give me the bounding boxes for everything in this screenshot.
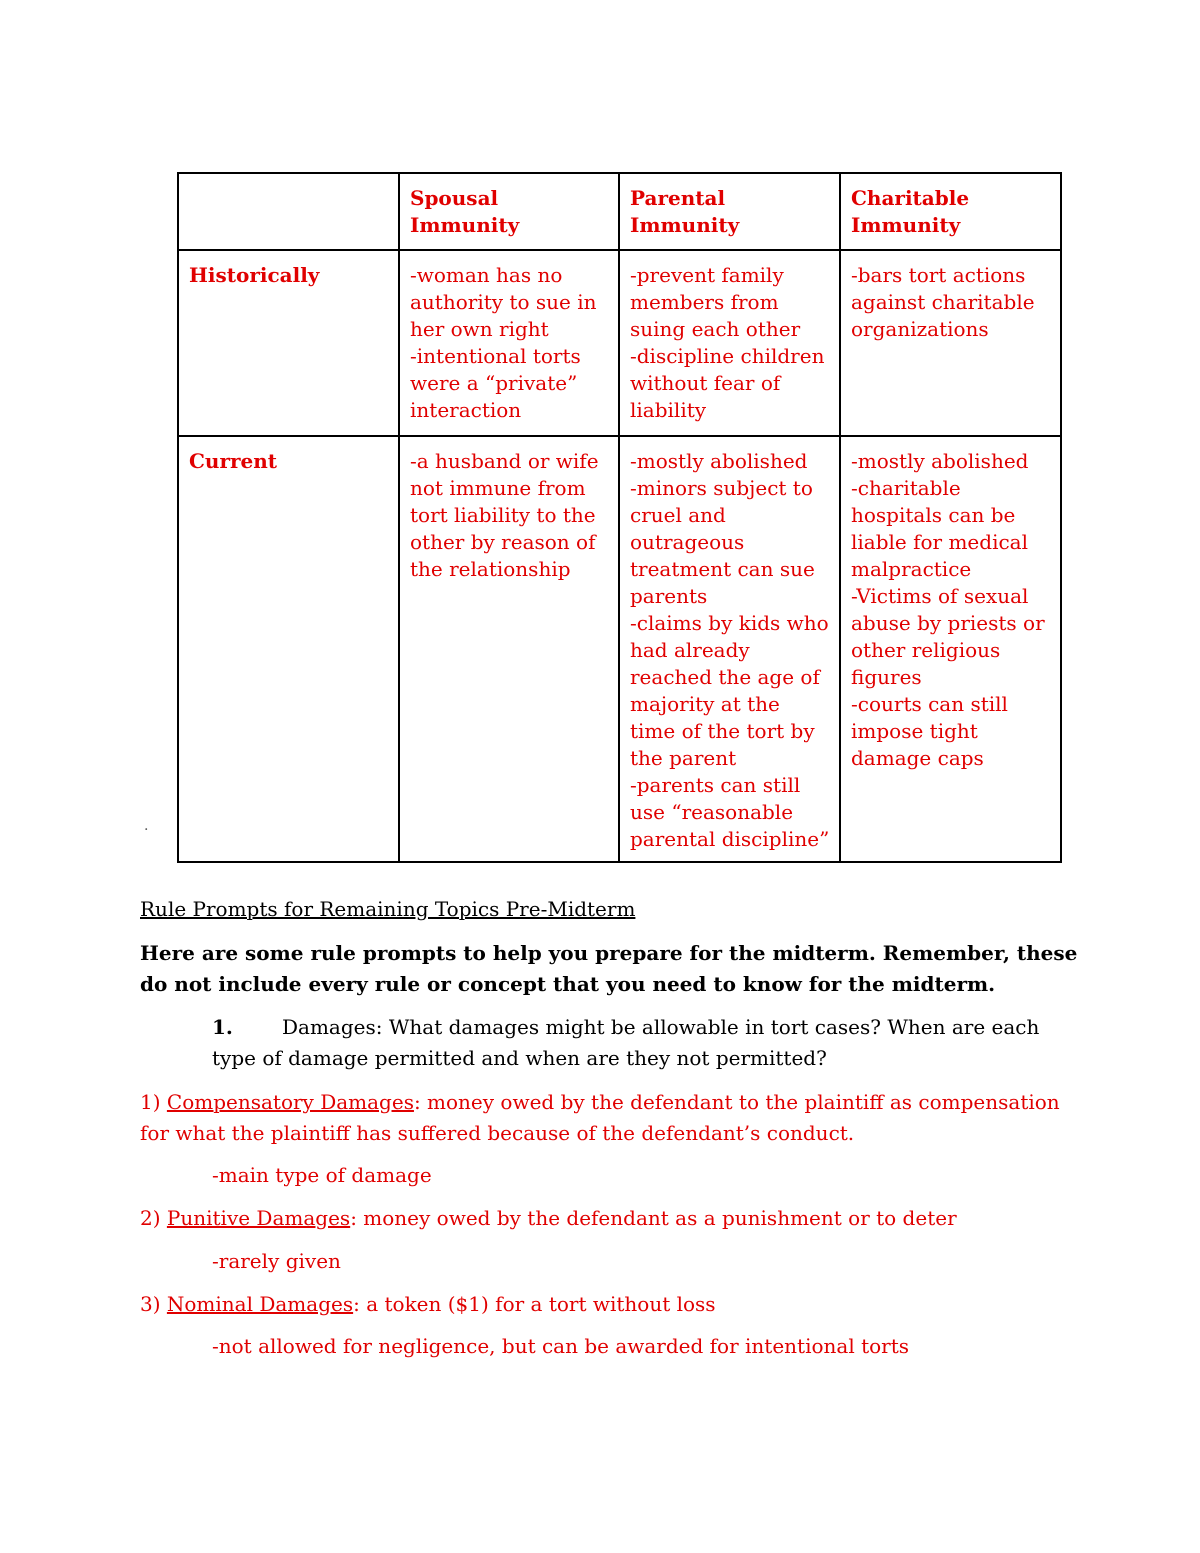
damage-term: Compensatory Damages: [166, 1090, 414, 1114]
prompt-number: 1.: [212, 1015, 233, 1039]
damage-item-punitive: [140, 1203, 1060, 1234]
prompt-item-1: [212, 1012, 1062, 1074]
section-title: Rule Prompts for Remaining Topics Pre-Midterm: [140, 897, 636, 921]
header-cell-spousal: Spousal Immunity: [399, 173, 619, 250]
damage-note-compensatory: -main type of damage: [212, 1163, 432, 1187]
stray-mark: .: [144, 818, 149, 834]
intro-paragraph: Here are some rule prompts to help you prepare for the midterm. Remember, these do not include every rule or concept that you need to know for the midterm.: [140, 941, 1078, 996]
cell-current-charitable: [840, 436, 1061, 862]
table-row-historically: [178, 250, 1061, 436]
cell-line: -charitable hospitals can be liable for medical malpractice: [851, 476, 1028, 581]
cell-line: -minors subject to cruel and outrageous treatment can sue parents: [630, 476, 815, 608]
table-header-row: [178, 173, 1061, 250]
row-label-historically: Historically: [178, 250, 399, 436]
table-row-current: [178, 436, 1061, 862]
damage-term: Punitive Damages: [166, 1206, 351, 1230]
header-cell-empty: [178, 173, 399, 250]
damage-item-compensatory: [140, 1087, 1060, 1149]
cell-line: -discipline children without fear of liability: [630, 344, 825, 422]
header-cell-charitable: Charitable Immunity: [840, 173, 1061, 250]
prompt-text: Damages: What damages might be allowable in tort cases? When are each type of damage permitted and when are they not permitted?: [212, 1015, 1040, 1070]
cell-line: -courts can still impose tight damage caps: [851, 692, 1008, 770]
cell-historically-parental: [619, 250, 840, 436]
cell-line: -parents can still use “reasonable parental discipline”: [630, 773, 830, 851]
cell-line: -mostly abolished: [630, 449, 808, 473]
cell-line: -intentional torts were a “private” interaction: [410, 344, 581, 422]
cell-historically-spousal: [399, 250, 619, 436]
cell-line: -claims by kids who had already reached the age of majority at the time of the tort by the parent: [630, 611, 829, 770]
immunity-table: [177, 172, 1062, 863]
cell-line: -a husband or wife not immune from tort liability to the other by reason of the relationship: [410, 449, 599, 581]
cell-current-spousal: [399, 436, 619, 862]
cell-line: -woman has no authority to sue in her own right: [410, 263, 597, 341]
row-label-current: Current: [178, 436, 399, 862]
cell-line: -bars tort actions against charitable organizations: [851, 263, 1035, 341]
damage-definition: : a token ($1) for a tort without loss: [353, 1292, 716, 1316]
damage-term: Nominal Damages: [166, 1292, 354, 1316]
damage-note-nominal: -not allowed for negligence, but can be awarded for intentional torts: [212, 1334, 910, 1358]
damage-number: 1): [140, 1090, 161, 1114]
damage-definition: : money owed by the defendant as a punishment or to deter: [350, 1206, 957, 1230]
damage-note-punitive: -rarely given: [212, 1249, 341, 1273]
cell-line: -prevent family members from suing each other: [630, 263, 801, 341]
header-cell-parental: Parental Immunity: [619, 173, 840, 250]
cell-line: -Victims of sexual abuse by priests or other religious figures: [851, 584, 1045, 689]
cell-current-parental: [619, 436, 840, 862]
cell-line: -mostly abolished: [851, 449, 1029, 473]
damage-item-nominal: [140, 1289, 1060, 1320]
damage-number: 2): [140, 1206, 161, 1230]
damage-definition: : money owed by the defendant to the plaintiff as compensation for what the plaintiff has suffered because of the defendant’s conduct.: [140, 1090, 1060, 1145]
damage-number: 3): [140, 1292, 161, 1316]
cell-historically-charitable: [840, 250, 1061, 436]
